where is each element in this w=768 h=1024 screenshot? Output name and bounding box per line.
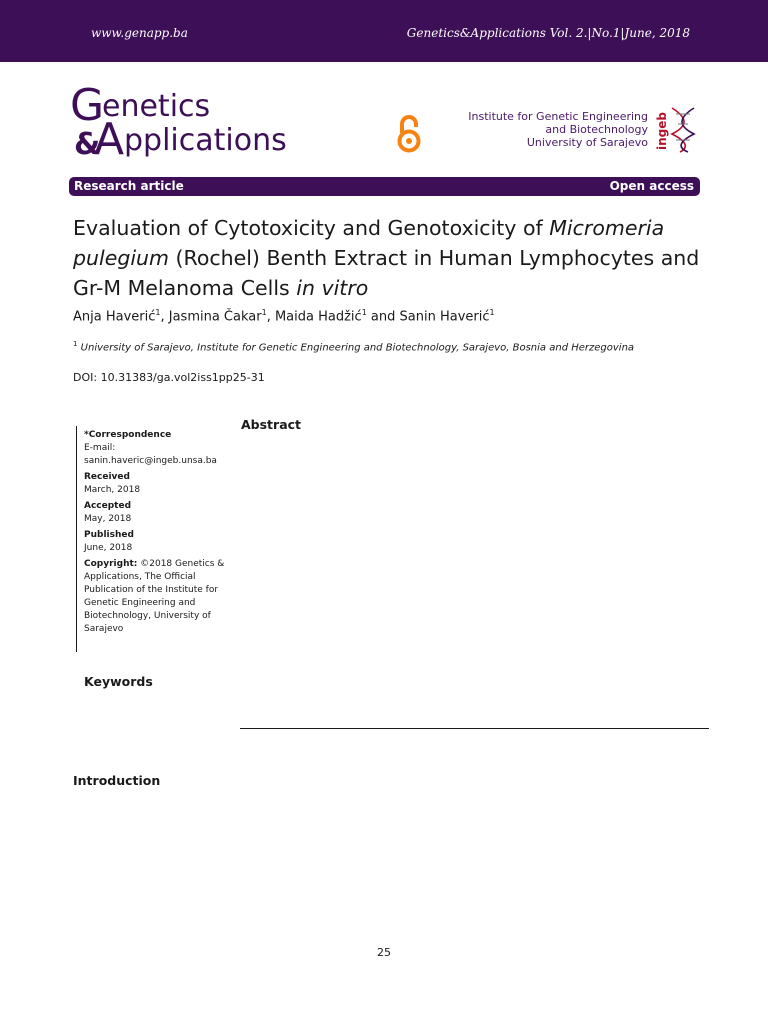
email-label: E-mail: (84, 443, 116, 453)
article-type-banner (69, 177, 700, 196)
accepted-label: Accepted (84, 501, 132, 511)
copyright-notice (84, 558, 234, 636)
abstract-heading: Abstract (241, 417, 302, 432)
introduction-heading: Introduction (73, 773, 161, 788)
title-species: Micromeria pulegium (73, 216, 665, 270)
page-number: 25 (377, 946, 391, 959)
received-date: March, 2018 (84, 485, 141, 495)
author-separator: , (160, 309, 169, 325)
article-type: Research article (74, 179, 184, 193)
author-separator: and (366, 309, 400, 325)
published-date: June, 2018 (84, 543, 133, 553)
received-label: Received (84, 472, 130, 482)
published-label: Published (84, 530, 134, 540)
journal-header (0, 0, 768, 62)
svg-text:enetics: enetics (102, 89, 211, 124)
svg-text:pplications: pplications (124, 123, 287, 158)
correspondence-email[interactable]: sanin.haveric@ingeb.unsa.ba (84, 456, 217, 466)
ingeb-logo-text: ingeb (655, 112, 669, 150)
author-name: Jasmina Čakar (168, 309, 262, 325)
journal-website: www.genapp.ba (91, 26, 188, 40)
institute-line-3: University of Sarajevo (526, 136, 648, 149)
author-affiliation-mark: 1 (361, 308, 367, 317)
svg-text:A: A (94, 114, 125, 158)
journal-logo (70, 84, 340, 158)
author-separator: , (266, 309, 275, 325)
abstract-divider (240, 728, 709, 729)
copyright-label: Copyright: (84, 559, 138, 569)
open-access-icon (395, 114, 423, 154)
author-affiliation (73, 340, 634, 353)
author-list (73, 308, 495, 324)
doi[interactable]: DOI: 10.31383/ga.vol2iss1pp25-31 (73, 371, 265, 384)
article-info-sidebar (76, 426, 234, 652)
institute-name (468, 110, 648, 149)
author-name: Sanin Haverić (399, 309, 490, 325)
article-title (73, 213, 703, 303)
institute-line-2: and Biotechnology (545, 123, 648, 136)
ingeb-logo (654, 104, 698, 154)
institute-line-1: Institute for Genetic Engineering (468, 110, 648, 123)
accepted-date: May, 2018 (84, 514, 132, 524)
svg-text:G: G (70, 84, 105, 131)
title-part-1: Evaluation of Cytotoxicity and Genotoxicity of (73, 216, 550, 240)
copyright-text: ©2018 Genetics & Applications, The Official Publication of the Institute for Genetic Engineering and Biotechnology, University of Sarajevo (84, 559, 225, 634)
author-affiliation-mark: 1 (155, 308, 161, 317)
title-in-vitro: in vitro (296, 276, 369, 300)
correspondence-label: *Correspondence (84, 430, 172, 440)
svg-text:&: & (74, 127, 101, 158)
journal-issue: Genetics&Applications Vol. 2.|No.1|June, 2018 (406, 26, 690, 40)
author-affiliation-mark: 1 (489, 308, 495, 317)
author-name: Anja Haverić (73, 309, 156, 325)
keywords-heading: Keywords (84, 674, 153, 689)
title-part-3: (Rochel) Benth Extract in Human Lymphocytes and Gr-M Melanoma Cells (73, 246, 700, 300)
open-access-label: Open access (609, 179, 694, 193)
affiliation-text: University of Sarajevo, Institute for Genetic Engineering and Biotechnology, Sarajevo, Bosnia and Herzegovina (80, 342, 635, 354)
author-affiliation-mark: 1 (261, 308, 267, 317)
affiliation-mark: 1 (73, 340, 78, 348)
author-name: Maida Hadžić (274, 309, 362, 325)
